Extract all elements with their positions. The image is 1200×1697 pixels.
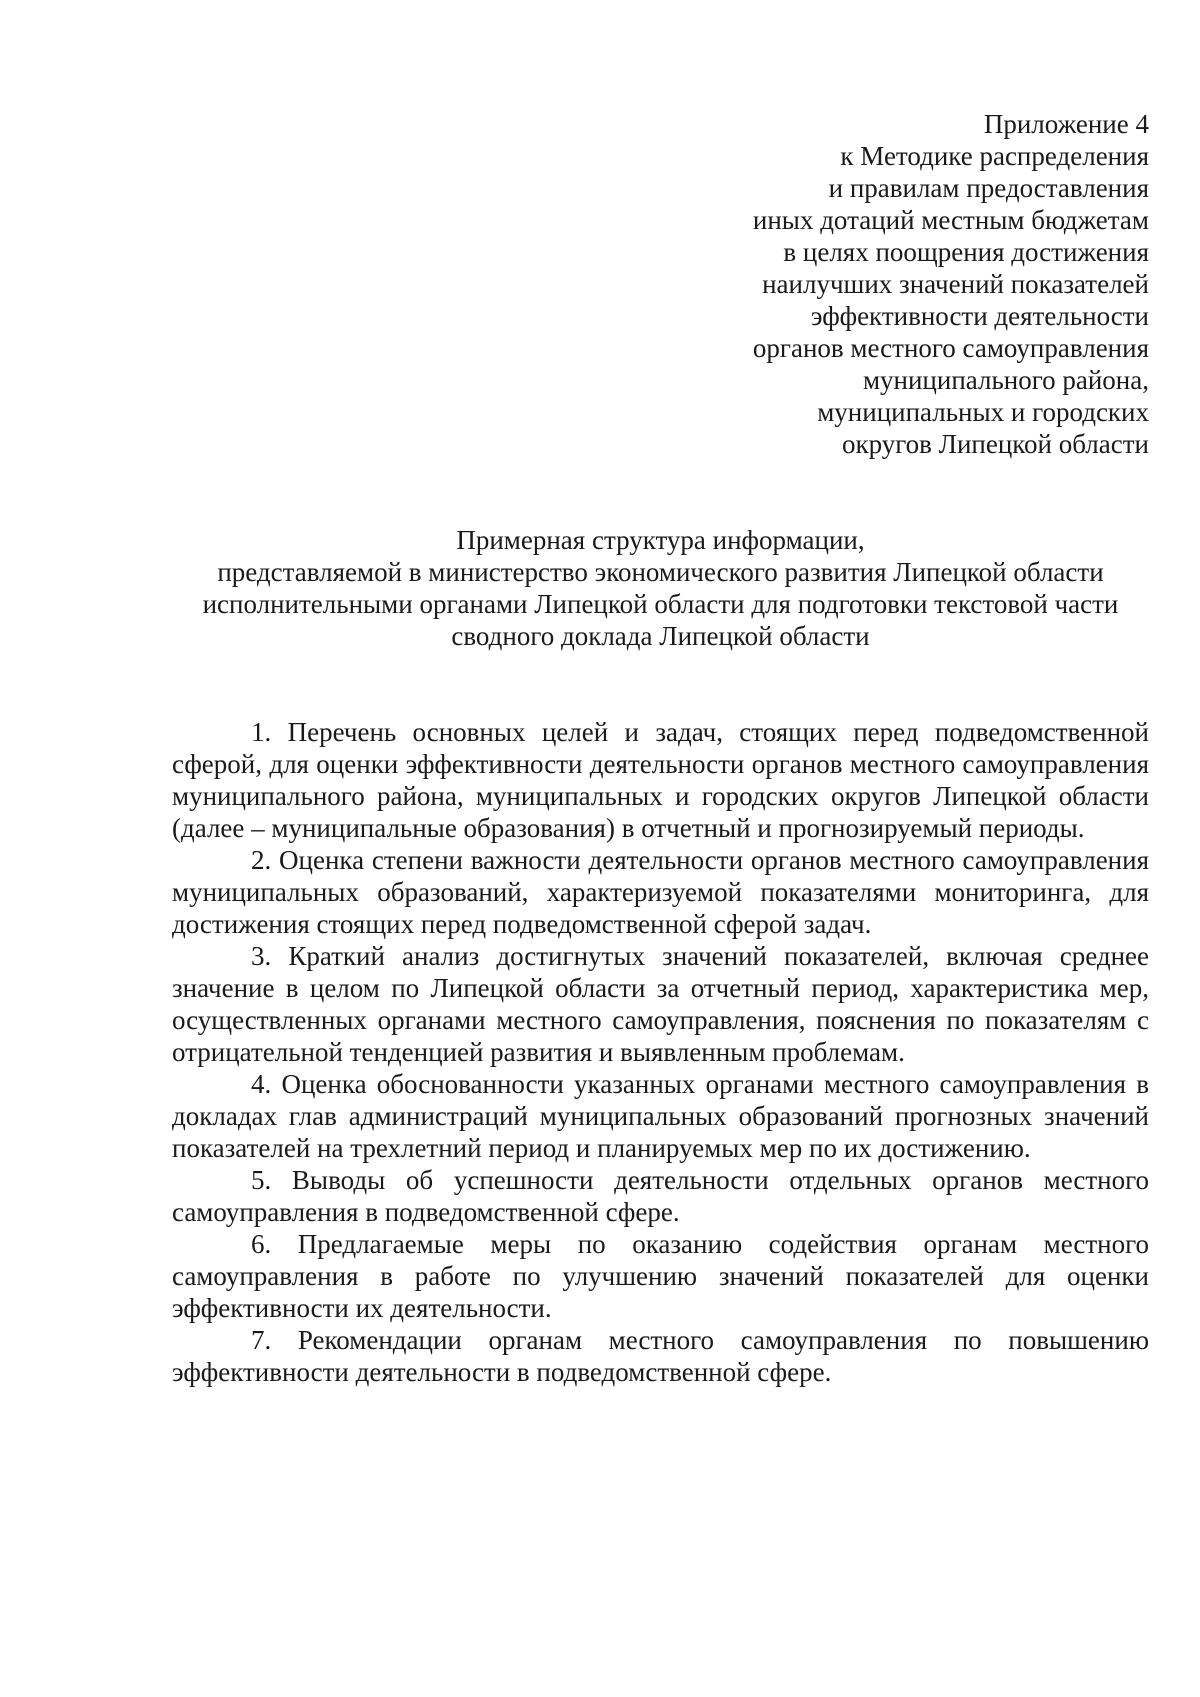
appendix-line: муниципального района, — [862, 365, 1149, 395]
title-line: сводного доклада Липецкой области — [451, 621, 870, 651]
numbered-list — [172, 716, 1149, 1388]
title-line: представляемой в министерство экономического развития Липецкой области — [217, 557, 1104, 587]
document-title — [172, 524, 1149, 652]
title-line: Примерная структура информации, — [456, 525, 865, 555]
title-line: исполнительными органами Липецкой области для подготовки текстовой части — [202, 589, 1119, 619]
list-item: 3. Краткий анализ достигнутых значений показателей, включая среднее значение в целом по Липецкой области за отчетный период, характеристика мер, осуществленных органами местного самоуправления, пояснения по показателям с отрицательной тенденцией развития и выявленным проблемам. — [172, 941, 1149, 1067]
list-item: 7. Рекомендации органам местного самоуправления по повышению эффективности деятельности в подведомственной сфере. — [172, 1325, 1149, 1387]
appendix-line: округов Липецкой области — [841, 429, 1149, 459]
appendix-header — [172, 108, 1149, 460]
appendix-line: к Методике распределения — [840, 141, 1149, 171]
appendix-line: наилучших значений показателей — [762, 269, 1149, 299]
appendix-line: эффективности деятельности — [810, 301, 1149, 331]
appendix-line: муниципальных и городских — [817, 397, 1149, 427]
list-item: 2. Оценка степени важности деятельности органов местного самоуправления муниципальных образований, характеризуемой показателями мониторинга, для достижения стоящих перед подведомственной сферой задач. — [172, 845, 1149, 939]
appendix-line: в целях поощрения достижения — [783, 237, 1149, 267]
list-item: 5. Выводы об успешности деятельности отдельных органов местного самоуправления в подведомственной сфере. — [172, 1165, 1149, 1227]
appendix-line: органов местного самоуправления — [752, 333, 1149, 363]
appendix-line: Приложение 4 — [983, 109, 1149, 139]
appendix-line: иных дотаций местным бюджетам — [752, 205, 1149, 235]
list-item: 6. Предлагаемые меры по оказанию содействия органам местного самоуправления в работе по улучшению значений показателей для оценки эффективности их деятельности. — [172, 1229, 1149, 1323]
appendix-line: и правилам предоставления — [828, 173, 1149, 203]
list-item: 1. Перечень основных целей и задач, стоящих перед подведомственной сферой, для оценки эффективности деятельности органов местного самоуправления муниципального района, муниципальных и городских округов Липецкой области (далее – муниципальные образования) в отчетный и прогнозируемый периоды. — [172, 717, 1149, 843]
list-item: 4. Оценка обоснованности указанных органами местного самоуправления в докладах глав администраций муниципальных образований прогнозных значений показателей на трехлетний период и планируемых мер по их достижению. — [172, 1069, 1149, 1163]
